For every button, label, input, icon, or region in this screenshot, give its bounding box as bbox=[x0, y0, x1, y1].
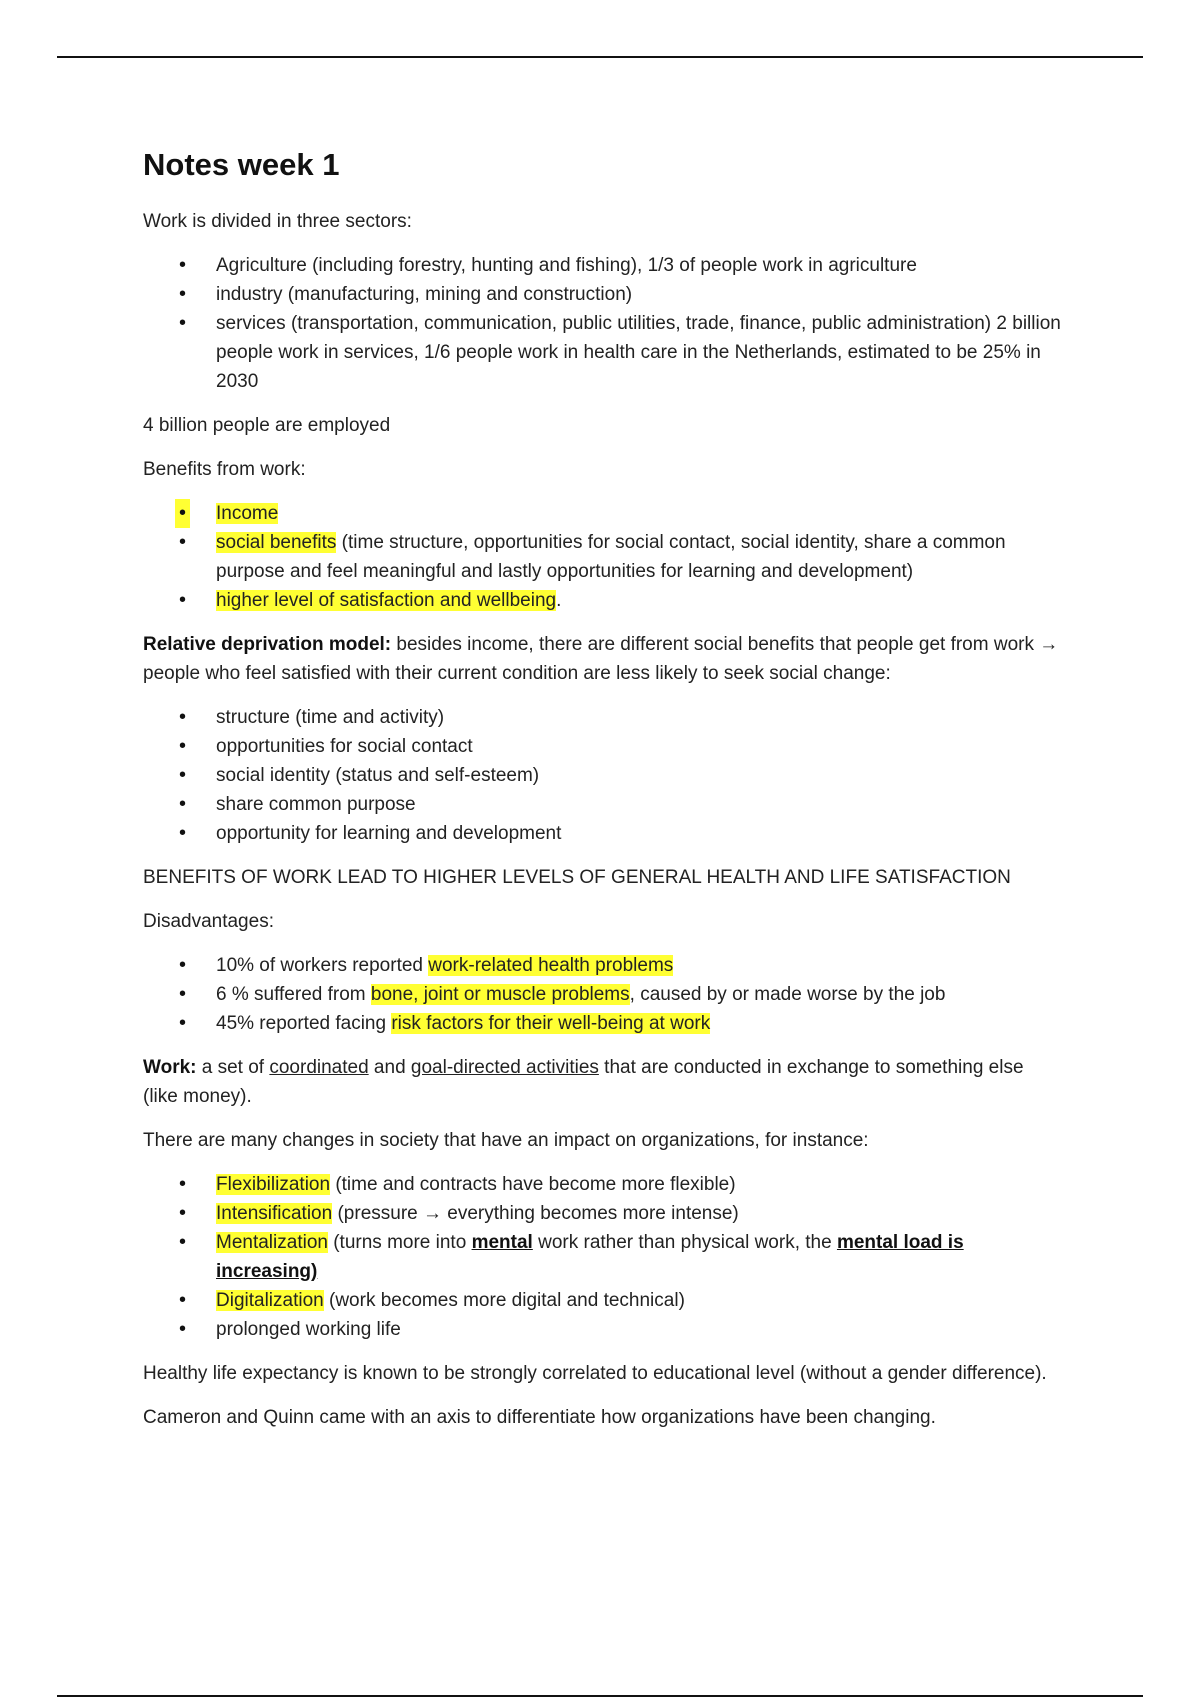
text: (time structure, opportunities for social contact, social identity, share a common purpose and feel meaningful and lastly opportunities for learning and development) bbox=[216, 532, 1006, 582]
underlined-term: goal-directed activities bbox=[410, 1057, 599, 1078]
benefits-list bbox=[143, 499, 1063, 615]
sectors-list bbox=[143, 251, 1063, 396]
cameron-paragraph: Cameron and Quinn came with an axis to differentiate how organizations have been changing. bbox=[143, 1407, 936, 1428]
list-item bbox=[216, 1170, 1063, 1199]
highlight: social benefits bbox=[216, 532, 337, 553]
highlight: higher level of satisfaction and wellbeing bbox=[216, 590, 557, 611]
list-item: • services (transportation, communication, public utilities, trade, finance, public administration) 2 billion people work in services, 1/6 people work in health care in the Netherlands, estimated to be 25% in 2030 bbox=[216, 309, 1063, 396]
list-item: • industry (manufacturing, mining and construction) bbox=[216, 280, 1063, 309]
list-item bbox=[216, 1009, 1063, 1038]
benefits-heading: Benefits from work: bbox=[143, 459, 306, 480]
text: a set of bbox=[196, 1057, 270, 1078]
list-item bbox=[216, 499, 1063, 528]
rdm-list bbox=[143, 703, 1063, 848]
list-item: • social identity (status and self-esteem) bbox=[216, 761, 1063, 790]
highlight: Digitalization bbox=[216, 1290, 324, 1311]
list-item: • structure (time and activity) bbox=[216, 703, 1063, 732]
list-item: • share common purpose bbox=[216, 790, 1063, 819]
text: 6 % suffered from bbox=[216, 984, 371, 1005]
rdm-label: Relative deprivation model: bbox=[143, 634, 392, 655]
list-item bbox=[216, 980, 1063, 1009]
list-item: • prolonged working life bbox=[216, 1315, 1063, 1344]
text: 45% reported facing bbox=[216, 1013, 392, 1034]
text: (time and contracts have become more flexible) bbox=[330, 1174, 736, 1195]
text: (work becomes more digital and technical) bbox=[323, 1290, 685, 1311]
healthy-paragraph: Healthy life expectancy is known to be strongly correlated to educational level (without a gender difference). bbox=[143, 1363, 1047, 1384]
work-definition bbox=[143, 1053, 1063, 1111]
text: . bbox=[556, 590, 562, 611]
disadvantages-list bbox=[143, 951, 1063, 1038]
highlight: Income bbox=[216, 503, 279, 524]
highlight: risk factors for their well-being at work bbox=[391, 1013, 711, 1034]
bottom-rule bbox=[57, 1695, 1143, 1697]
list-item: • opportunity for learning and development bbox=[216, 819, 1063, 848]
caps-statement: BENEFITS OF WORK LEAD TO HIGHER LEVELS OF GENERAL HEALTH AND LIFE SATISFACTION bbox=[143, 867, 1011, 888]
list-item bbox=[216, 586, 1063, 615]
list-item bbox=[216, 1228, 1063, 1286]
highlight: work-related health problems bbox=[428, 955, 674, 976]
list-item bbox=[216, 1286, 1063, 1315]
employed-line: 4 billion people are employed bbox=[143, 415, 391, 436]
highlight: Flexibilization bbox=[216, 1174, 331, 1195]
document-body bbox=[143, 145, 1063, 1447]
list-item: • opportunities for social contact bbox=[216, 732, 1063, 761]
list-item bbox=[216, 528, 1063, 586]
text: (pressure → everything becomes more intense) bbox=[332, 1203, 739, 1224]
changes-intro: There are many changes in society that have an impact on organizations, for instance: bbox=[143, 1130, 869, 1151]
top-rule bbox=[57, 56, 1143, 58]
text: that are conducted in exchange to something else (like money). bbox=[143, 1057, 1024, 1107]
bold-underlined: mental load is increasing) bbox=[216, 1232, 964, 1282]
text: (turns more into bbox=[327, 1232, 472, 1253]
changes-list bbox=[143, 1170, 1063, 1344]
bold-underlined: mental bbox=[471, 1232, 533, 1253]
text: besides income, there are different social benefits that people get from work → people who feel satisfied with their current condition are less likely to seek social change: bbox=[143, 634, 1059, 684]
highlight: bone, joint or muscle problems bbox=[370, 984, 630, 1005]
list-item bbox=[216, 951, 1063, 980]
text: 10% of workers reported bbox=[216, 955, 429, 976]
sectors-intro: Work is divided in three sectors: bbox=[143, 211, 412, 232]
work-label: Work: bbox=[143, 1057, 197, 1078]
rdm-paragraph bbox=[143, 630, 1063, 688]
text: work rather than physical work, the bbox=[532, 1232, 837, 1253]
highlight: Mentalization bbox=[216, 1232, 328, 1253]
disadvantages-heading: Disadvantages: bbox=[143, 911, 274, 932]
text: , caused by or made worse by the job bbox=[629, 984, 946, 1005]
page-title: Notes week 1 bbox=[143, 147, 340, 182]
list-item: • Agriculture (including forestry, hunting and fishing), 1/3 of people work in agriculture bbox=[216, 251, 1063, 280]
list-item bbox=[216, 1199, 1063, 1228]
text: and bbox=[368, 1057, 411, 1078]
underlined-term: coordinated bbox=[269, 1057, 369, 1078]
highlight: Intensification bbox=[216, 1203, 333, 1224]
